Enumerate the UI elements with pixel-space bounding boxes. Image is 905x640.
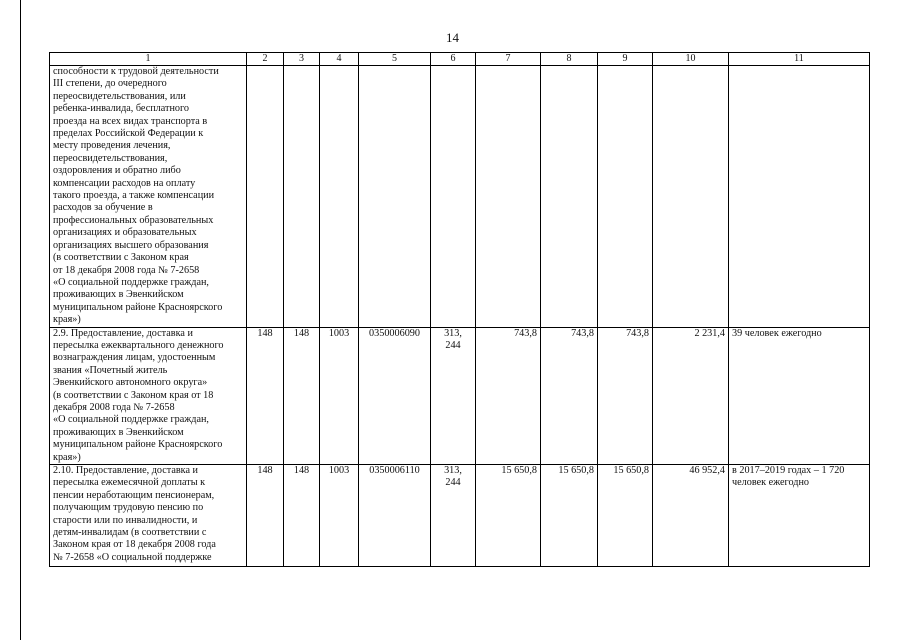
cell-col-3: 148 [284, 327, 320, 464]
cell-col-8: 15 650,8 [541, 465, 598, 567]
cell-col-10: 46 952,4 [653, 465, 729, 567]
column-header-5: 5 [359, 53, 431, 66]
page-number: 14 [446, 30, 459, 45]
cell-col-4: 1003 [320, 465, 359, 567]
cell-col-5 [359, 66, 431, 328]
cell-col-4 [320, 66, 359, 328]
cell-col-11: 39 человек ежегодно [729, 327, 870, 464]
cell-col-3: 148 [284, 465, 320, 567]
table-row [50, 66, 870, 328]
column-header-8: 8 [541, 53, 598, 66]
cell-col-7 [476, 66, 541, 328]
column-header-11: 11 [729, 53, 870, 66]
table-header-row [50, 53, 870, 66]
column-header-7: 7 [476, 53, 541, 66]
table-row [50, 465, 870, 567]
cell-col-2: 148 [247, 465, 284, 567]
cell-col-9: 15 650,8 [598, 465, 653, 567]
cell-col-2 [247, 66, 284, 328]
column-header-4: 4 [320, 53, 359, 66]
cell-col-9: 743,8 [598, 327, 653, 464]
cell-col-10: 2 231,4 [653, 327, 729, 464]
table-row [50, 327, 870, 464]
cell-col-3 [284, 66, 320, 328]
column-header-1: 1 [50, 53, 247, 66]
cell-col-6 [431, 66, 476, 328]
column-header-9: 9 [598, 53, 653, 66]
cell-col-7: 743,8 [476, 327, 541, 464]
cell-col-11 [729, 66, 870, 328]
cell-col-11: в 2017–2019 годах – 1 720 человек ежегодно [729, 465, 870, 567]
budget-table [49, 52, 870, 567]
column-header-2: 2 [247, 53, 284, 66]
column-header-6: 6 [431, 53, 476, 66]
cell-col-4: 1003 [320, 327, 359, 464]
cell-col-6: 313, 244 [431, 327, 476, 464]
cell-col-5: 0350006090 [359, 327, 431, 464]
row-description: 2.10. Предоставление, доставка и пересылка ежемесячной доплаты к пенсии неработающим пенсионерам, получающим трудовую пенсию по старости или по инвалидности, и детям-инвалидам (в соответствии с Законом края от 18 декабря 2008 года № 7-2658 «О социальной поддержке [50, 465, 247, 567]
cell-col-7: 15 650,8 [476, 465, 541, 567]
cell-col-8: 743,8 [541, 327, 598, 464]
column-header-10: 10 [653, 53, 729, 66]
row-description: способности к трудовой деятельности III степени, до очередного переосвидетельствования, или ребенка-инвалида, бесплатного проезда на всех видах транспорта в пределах Российской Федерации к месту проведения лечения, переосвидетельствования, оздоровления и обратно либо компенсации расходов на оплату такого проезда, а также компенсации расходов за обучение в профессиональных образовательных организациях и образовательных организациях высшего образования (в соответствии с Законом края от 18 декабря 2008 года № 7-2658 «О социальной поддержке граждан, проживающих в Эвенкийском муниципальном районе Красноярского края») [50, 66, 247, 328]
cell-col-6: 313, 244 [431, 465, 476, 567]
cell-col-5: 0350006110 [359, 465, 431, 567]
cell-col-10 [653, 66, 729, 328]
column-header-3: 3 [284, 53, 320, 66]
page-left-edge-line [20, 0, 21, 640]
row-description: 2.9. Предоставление, доставка и пересылка ежеквартального денежного вознаграждения лицам, удостоенным звания «Почетный житель Эвенкийского автономного округа» (в соответствии с Законом края от 18 декабря 2008 года № 7-2658 «О социальной поддержке граждан, проживающих в Эвенкийском муниципальном районе Красноярского края») [50, 327, 247, 464]
cell-col-9 [598, 66, 653, 328]
cell-col-2: 148 [247, 327, 284, 464]
cell-col-8 [541, 66, 598, 328]
